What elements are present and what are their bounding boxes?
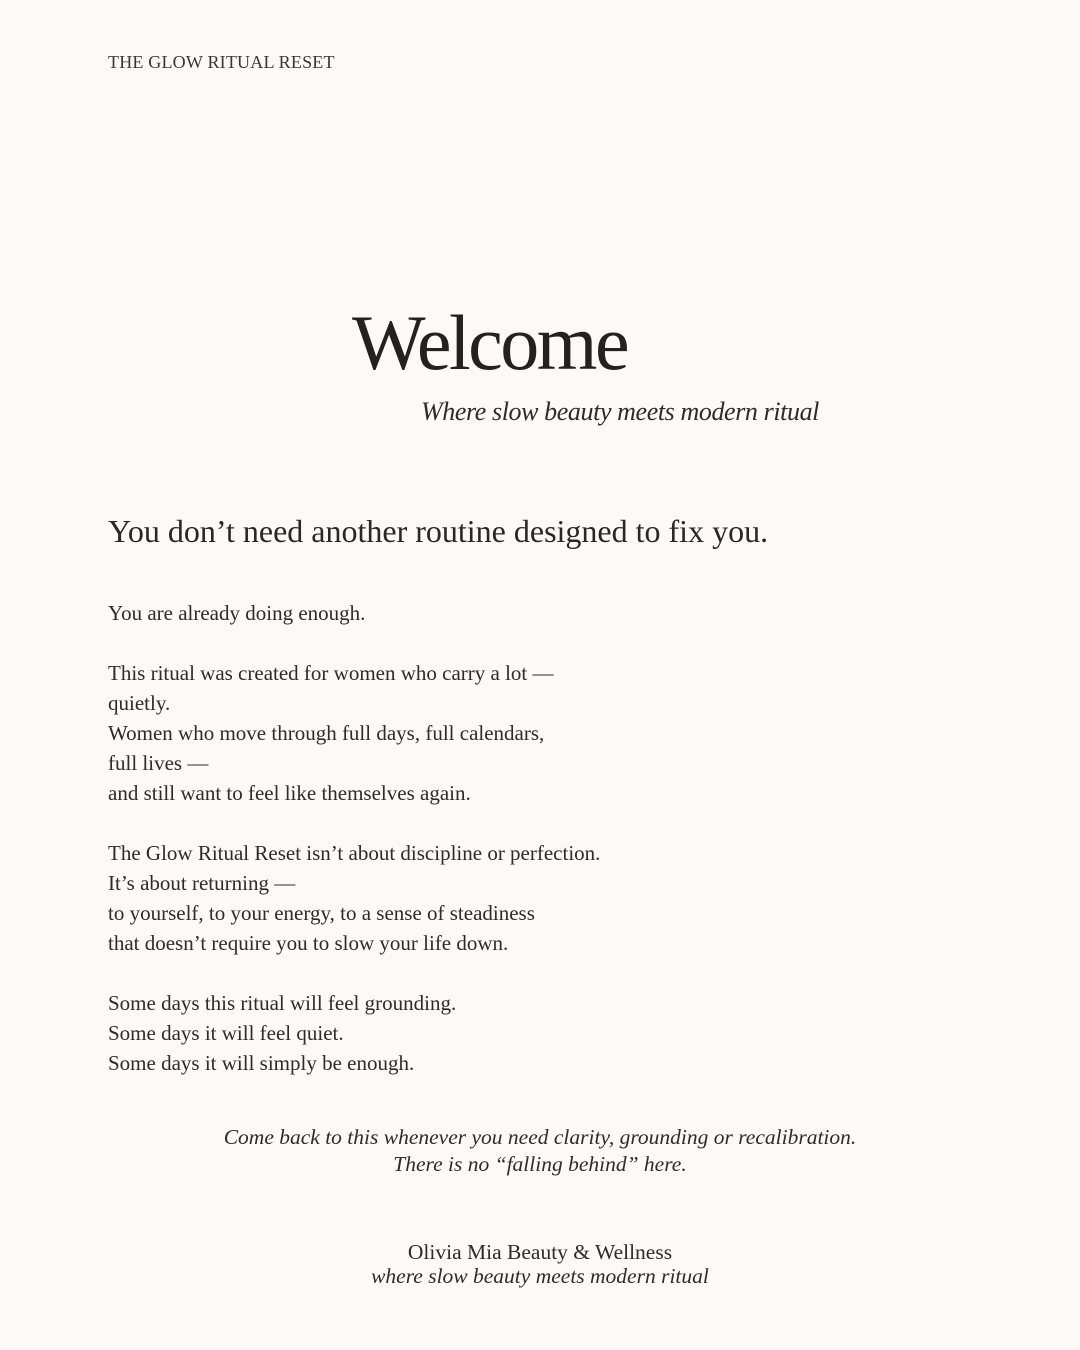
hero-tagline: Where slow beauty meets modern ritual	[421, 397, 820, 426]
body-copy	[108, 598, 808, 1108]
footer-tagline: where slow beauty meets modern ritual	[371, 1264, 709, 1288]
paragraph-line: The Glow Ritual Reset isn’t about discipline or perfection.	[108, 841, 601, 865]
paragraph-2	[108, 658, 808, 808]
welcome-title: Welcome	[352, 299, 628, 386]
intro-headline: You don’t need another routine designed to fix you.	[108, 513, 769, 549]
paragraph-4	[108, 988, 808, 1078]
paragraph-line: to yourself, to your energy, to a sense of steadiness	[108, 901, 535, 925]
closing-line-2: There is no “falling behind” here.	[393, 1152, 687, 1176]
closing-note	[0, 1124, 1080, 1178]
paragraph-line: that doesn’t require you to slow your life down.	[108, 931, 509, 955]
paragraph-line: Some days it will feel quiet.	[108, 1021, 344, 1045]
footer	[0, 1240, 1080, 1288]
paragraph-line: full lives —	[108, 751, 209, 775]
paragraph-line: It’s about returning —	[108, 871, 296, 895]
paragraph-line: quietly.	[108, 691, 171, 715]
paragraph-3	[108, 838, 808, 958]
program-title: THE GLOW RITUAL RESET	[108, 52, 335, 72]
paragraph-line: and still want to feel like themselves again.	[108, 781, 471, 805]
paragraph-line: You are already doing enough.	[108, 601, 366, 625]
paragraph-line: This ritual was created for women who carry a lot —	[108, 661, 554, 685]
paragraph-line: Women who move through full days, full calendars,	[108, 721, 545, 745]
footer-brand-name: Olivia Mia Beauty & Wellness	[407, 1240, 673, 1264]
closing-line-1: Come back to this whenever you need clarity, grounding or recalibration.	[223, 1125, 857, 1149]
paragraph-line: Some days this ritual will feel grounding.	[108, 991, 457, 1015]
paragraph-1	[108, 598, 808, 628]
paragraph-line: Some days it will simply be enough.	[108, 1051, 415, 1075]
